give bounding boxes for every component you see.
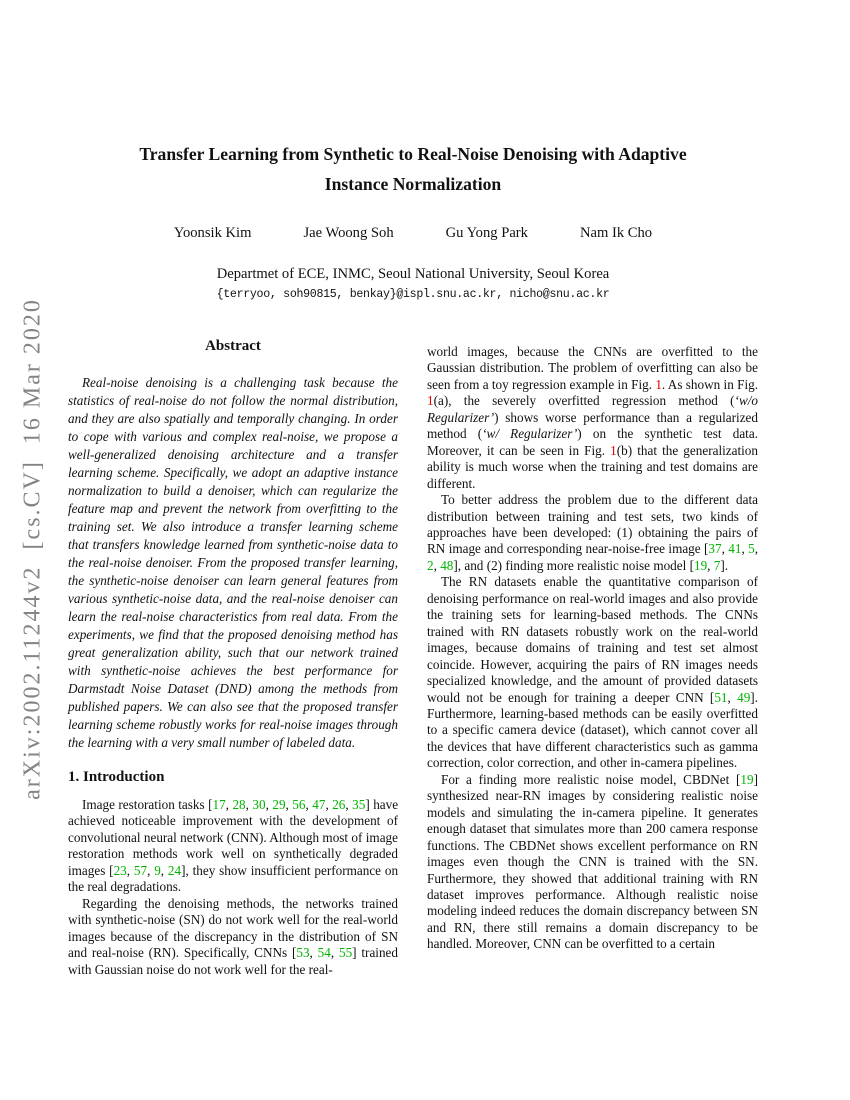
citation-link[interactable]: 23 <box>113 862 127 878</box>
citation-link[interactable]: 28 <box>232 797 246 812</box>
paragraph: world images, because the CNNs are overfitted to the Gaussian distribution. The problem of overfitting can also be seen from a toy regression example in Fig. 1. As shown in Fig. 1(a), the severely overfitted regression method (‘w/o Regularizer’) shows worse performance than a regularized method (‘w/ Regularizer’) on the synthetic test data. Moreover, it can be seen in Fig. 1(b) that the generalization ability is much worse when the training and test domains are different. <box>427 344 758 491</box>
citation-link[interactable]: 54 <box>317 945 331 961</box>
citation-link[interactable]: 29 <box>272 797 286 812</box>
paragraph: To better address the problem due to the different data distribution between training and test sets, two kinds of approaches have been developed: (1) obtaining the pairs of RN image and corresponding near-noise-free image [37, 41, 5, 2, 48], and (2) finding more realistic noise model [19, 7]. <box>427 492 758 573</box>
left-column <box>68 338 398 978</box>
author-row <box>68 225 758 242</box>
citation-link[interactable]: 26 <box>332 797 346 812</box>
section-heading-introduction: 1. Introduction <box>68 769 165 785</box>
citation-link[interactable]: 55 <box>338 945 353 961</box>
citation-link[interactable]: 9 <box>154 862 161 878</box>
paper-title <box>68 139 758 199</box>
author-name: Yoonsik Kim <box>173 225 252 241</box>
abstract-heading: Abstract <box>205 338 261 354</box>
citation-link[interactable]: 19 <box>693 557 708 573</box>
citation-link[interactable]: 41 <box>728 541 742 557</box>
two-column-body <box>68 338 758 978</box>
citation-link[interactable]: 37 <box>708 541 722 557</box>
paper-page <box>68 0 758 978</box>
paragraph: Image restoration tasks [17, 28, 30, 29, 56, 47, 26, 35] have achieved noticeable improvement with the development of convolutional neural network (CNN). Although most of image restoration methods work well on synthetically degraded images [23, 57, 9, 24], they show insufficient performance on the real degradations. <box>68 797 399 895</box>
citation-link[interactable]: 51 <box>714 689 728 705</box>
author-emails: {terryoo, soh90815, benkay}@ispl.snu.ac.kr, nicho@snu.ac.kr <box>216 288 610 301</box>
paper-title-line2: Instance Normalization <box>324 174 502 194</box>
paragraph: For a finding more realistic noise model, CBDNet [19] synthesized near-RN images by considering realistic noise models and simulating the in-camera pipeline. It generates enough dataset that simulates more than 200 camera response functions. The CBDNet shows excellent performance on RN images even though the CNN is trained with the SN. Furthermore, they showed that additional training with RN dataset improves performance. Although realistic noise modeling indeed reduces the domain discrepancy between SN and RN, there still remains a domain discrepancy to be handled. Moreover, CNN can be overfitted to a certain <box>427 771 758 952</box>
citation-link[interactable]: 57 <box>133 862 148 878</box>
citation-link[interactable]: 24 <box>167 862 182 878</box>
affiliation: Departmet of ECE, INMC, Seoul National University, Seoul Korea <box>216 266 610 282</box>
citation-link[interactable]: 48 <box>440 557 454 573</box>
citation-link[interactable]: 35 <box>352 797 366 812</box>
figure-ref-link[interactable]: 1 <box>427 393 434 409</box>
citation-link[interactable]: 19 <box>740 771 754 787</box>
citation-link[interactable]: 47 <box>312 797 326 812</box>
author-name: Nam Ik Cho <box>579 225 653 241</box>
citation-link[interactable]: 30 <box>252 797 266 812</box>
emphasized-text: ‘w/ Regularizer’ <box>482 426 578 442</box>
citation-link[interactable]: 49 <box>737 689 751 705</box>
citation-link[interactable]: 17 <box>212 797 226 812</box>
figure-ref-link[interactable]: 1 <box>655 376 662 392</box>
figure-ref-link[interactable]: 1 <box>610 442 617 458</box>
author-name: Gu Yong Park <box>445 225 528 241</box>
paragraph: The RN datasets enable the quantitative comparison of denoising performance on real-world images and also provide the training sets for learning-based methods. The CNNs trained with RN datasets robustly work on the real-world images, because domains of training and test set almost coincide. However, acquiring the pairs of RN images needs specialized knowledge, and the amount of provided datasets would not be enough for training a deeper CNN [51, 49]. Furthermore, learning-based methods can be easily overfitted to a specific camera device (dataset), which cannot cover all the devices that have different characteristics such as gamma correction, color correction, and other in-camera pipelines. <box>427 574 758 771</box>
author-name: Jae Woong Soh <box>303 225 394 241</box>
citation-link[interactable]: 53 <box>296 945 310 961</box>
citation-link[interactable]: 7 <box>713 557 721 573</box>
abstract-text: Real-noise denoising is a challenging task because the statistics of real-noise do not follow the normal distribution, and they are also spatially and temporally changing. In order to cope with various and complex real-noise, we propose a well-generalized denoising architecture and a transfer learning scheme. Specifically, we adopt an adaptive instance normalization to build a denoiser, which can regularize the feature map and prevent the network from overfitting to the training set. We also introduce a transfer learning scheme that transfers knowledge learned from synthetic-noise data to the real-noise denoiser. From the proposed transfer learning, the synthetic-noise denoiser can learn general features from various synthetic-noise data, and the real-noise denoiser can learn the real-noise characteristics from real data. From the experiments, we find that the proposed denoising method has great generalization ability, such that our network trained with synthetic-noise achieves the best performance for Darmstadt Noise Dataset (DND) among the methods from published papers. We can also see that the proposed transfer learning scheme robustly works for real-noise images through the learning with a very small number of labeled data. <box>68 375 398 750</box>
right-column <box>427 338 758 978</box>
citation-link[interactable]: 5 <box>748 541 755 557</box>
paper-title-line1: Transfer Learning from Synthetic to Real-Noise Denoising with Adaptive <box>139 144 687 164</box>
emphasized-text: ‘w/o Regularizer’ <box>427 393 758 425</box>
citation-link[interactable]: 56 <box>292 797 306 812</box>
arxiv-banner: arXiv:2002.11244v2 [cs.CV] 16 Mar 2020 <box>19 298 46 800</box>
citation-link[interactable]: 2 <box>427 557 434 573</box>
paragraph: Regarding the denoising methods, the networks trained with synthetic-noise (SN) do not work well for the real-world images because of the discrepancy in the distribution of SN and real-noise (RN). Specifically, CNNs [53, 54, 55] trained with Gaussian noise do not work well for the real- <box>68 895 399 977</box>
